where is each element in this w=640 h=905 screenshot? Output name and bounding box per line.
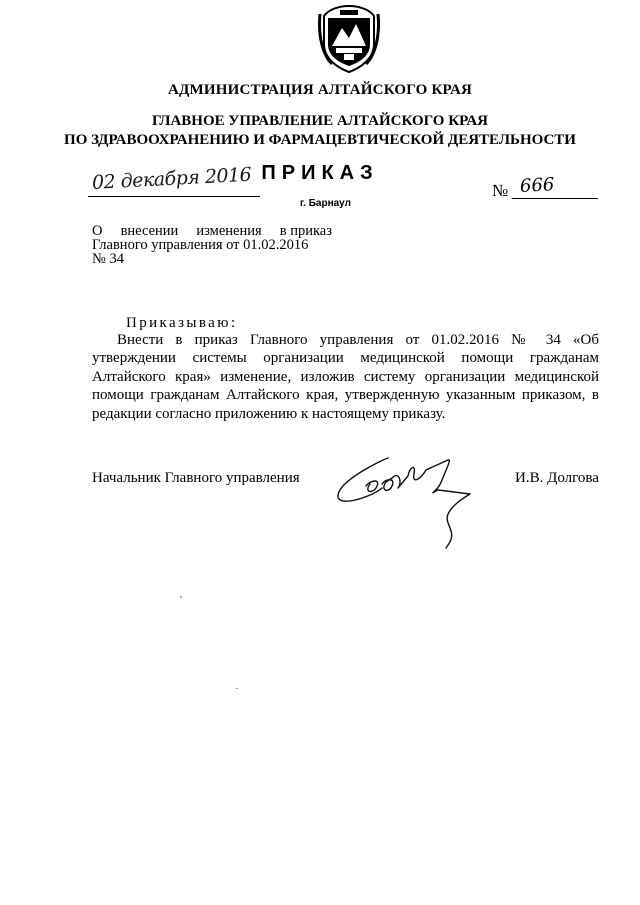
coat-of-arms-icon [318,4,380,74]
order-word: Приказываю: [126,315,238,331]
subject-line-3: № 34 [92,251,124,267]
department-line-1: ГЛАВНОЕ УПРАВЛЕНИЕ АЛТАЙСКОГО КРАЯ [152,113,488,129]
signatory-position: Начальник Главного управления [92,470,300,486]
subject-block [92,224,332,266]
scan-speck [180,596,182,598]
number-handwritten: 666 [519,174,555,197]
number-label: № [492,181,509,200]
number-underline [512,198,598,199]
document-title: ПРИКАЗ [261,162,379,184]
administration-title: АДМИНИСТРАЦИЯ АЛТАЙСКОГО КРАЯ [167,82,473,98]
department-title [0,112,640,150]
date-underline [88,196,260,197]
handwritten-signature-icon [330,450,490,550]
subject-line-2: Главного управления от 01.02.2016 [92,237,309,253]
signatory-name: И.В. Долгова [515,470,599,486]
city-label: г. Барнаул [300,198,351,209]
subject-line-1: О внесении изменения в приказ [92,223,332,239]
scan-speck [236,688,238,689]
department-line-2: ПО ЗДРАВООХРАНЕНИЮ И ФАРМАЦЕВТИЧЕСКОЙ ДЕЯТЕЛЬНОСТИ [64,132,576,148]
body-paragraph: Внести в приказ Главного управления от 01.02.2016 № 34 «Об утверждении системы организации медицинской помощи гражданам Алтайского края» изменение, изложив систему организации медицинской помощи гражданам Алтайского края, утвержденную указанным приказом, в редакции согласно приложению к настоящему приказу. [92,332,599,422]
date-handwritten: 02 декабря 2016 [91,163,252,194]
